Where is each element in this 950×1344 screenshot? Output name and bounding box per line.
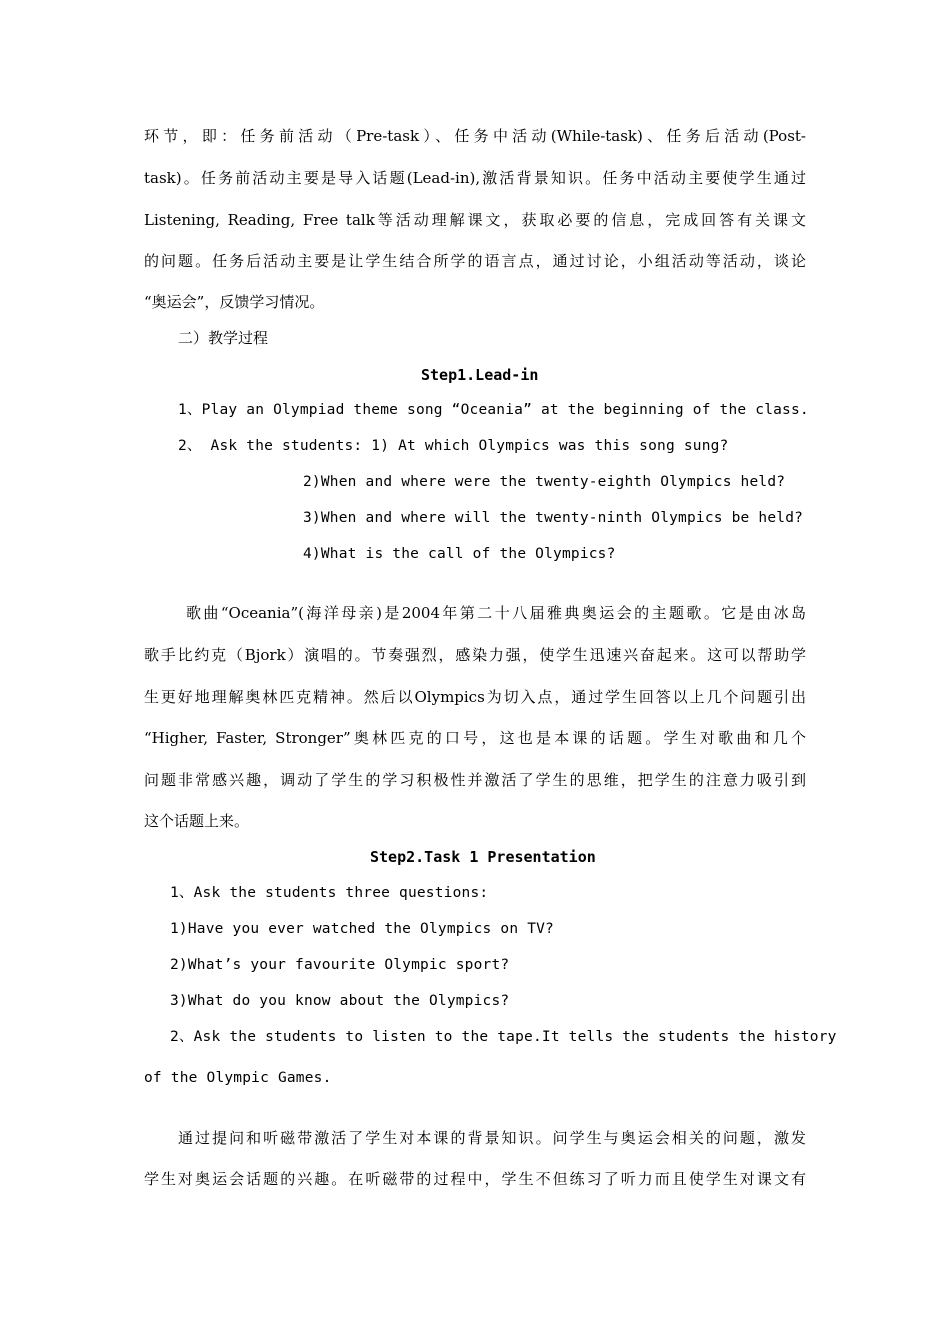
step1-item: 4)What is the call of the Olympics? <box>303 546 616 562</box>
section-title: 二）教学过程 <box>178 329 269 347</box>
step2-item: 3)What do you know about the Olympics? <box>170 993 510 1009</box>
intro-line: Listening, Reading, Free talk等活动理解课文，获取必要的信息，完成回答有关课文 <box>144 211 806 229</box>
intro-line: 环节，即：任务前活动（Pre-task）、任务中活动(While-task)、任务后活动(Post- <box>144 127 806 145</box>
step2-heading: Step2.Task 1 Presentation <box>370 848 596 866</box>
step1-item: 3)When and where will the twenty-ninth Olympics be held? <box>303 510 804 526</box>
step1-heading: Step1.Lead-in <box>421 366 539 384</box>
intro-line: task)。任务前活动主要是导入话题(Lead-in),激活背景知识。任务中活动主要使学生通过 <box>144 169 806 187</box>
step2-item: 2、Ask the students to listen to the tape.It tells the students the history <box>170 1029 837 1045</box>
step1-paragraph-line: 这个话题上来。 <box>144 812 250 830</box>
step2-item: 1)Have you ever watched the Olympics on TV? <box>170 921 554 937</box>
step1-paragraph-line: 生更好地理解奥林匹克精神。然后以Olympics为切入点，通过学生回答以上几个问题引出 <box>144 688 806 706</box>
step2-item: 1、Ask the students three questions: <box>170 885 489 901</box>
intro-line: “奥运会”，反馈学习情况。 <box>144 293 325 311</box>
step2-paragraph-line: 学生对奥运会话题的兴趣。在听磁带的过程中，学生不但练习了听力而且使学生对课文有 <box>144 1170 806 1188</box>
step1-item: 2、 Ask the students: 1) At which Olympics was this song sung? <box>178 438 729 454</box>
step2-item: 2)What’s your favourite Olympic sport? <box>170 957 510 973</box>
step2-paragraph-line: 通过提问和听磁带激活了学生对本课的背景知识。问学生与奥运会相关的问题，激发 <box>178 1129 806 1147</box>
step1-paragraph-line: 歌曲“Oceania”(海洋母亲)是2004年第二十八届雅典奥运会的主题歌。它是由冰岛 <box>186 604 806 622</box>
step1-item: 2)When and where were the twenty-eighth Olympics held? <box>303 474 786 490</box>
step2-item: of the Olympic Games. <box>144 1070 332 1086</box>
step1-item: 1、Play an Olympiad theme song “Oceania” at the beginning of the class. <box>178 402 809 418</box>
step1-paragraph-line: “Higher, Faster, Stronger”奥林匹克的口号，这也是本课的话题。学生对歌曲和几个 <box>144 729 806 747</box>
intro-line: 的问题。任务后活动主要是让学生结合所学的语言点，通过讨论，小组活动等活动，谈论 <box>144 252 806 270</box>
step1-paragraph-line: 问题非常感兴趣，调动了学生的学习积极性并激活了学生的思维，把学生的注意力吸引到 <box>144 771 806 789</box>
step1-paragraph-line: 歌手比约克（Bjork）演唱的。节奏强烈，感染力强，使学生迅速兴奋起来。这可以帮助学 <box>144 646 806 664</box>
